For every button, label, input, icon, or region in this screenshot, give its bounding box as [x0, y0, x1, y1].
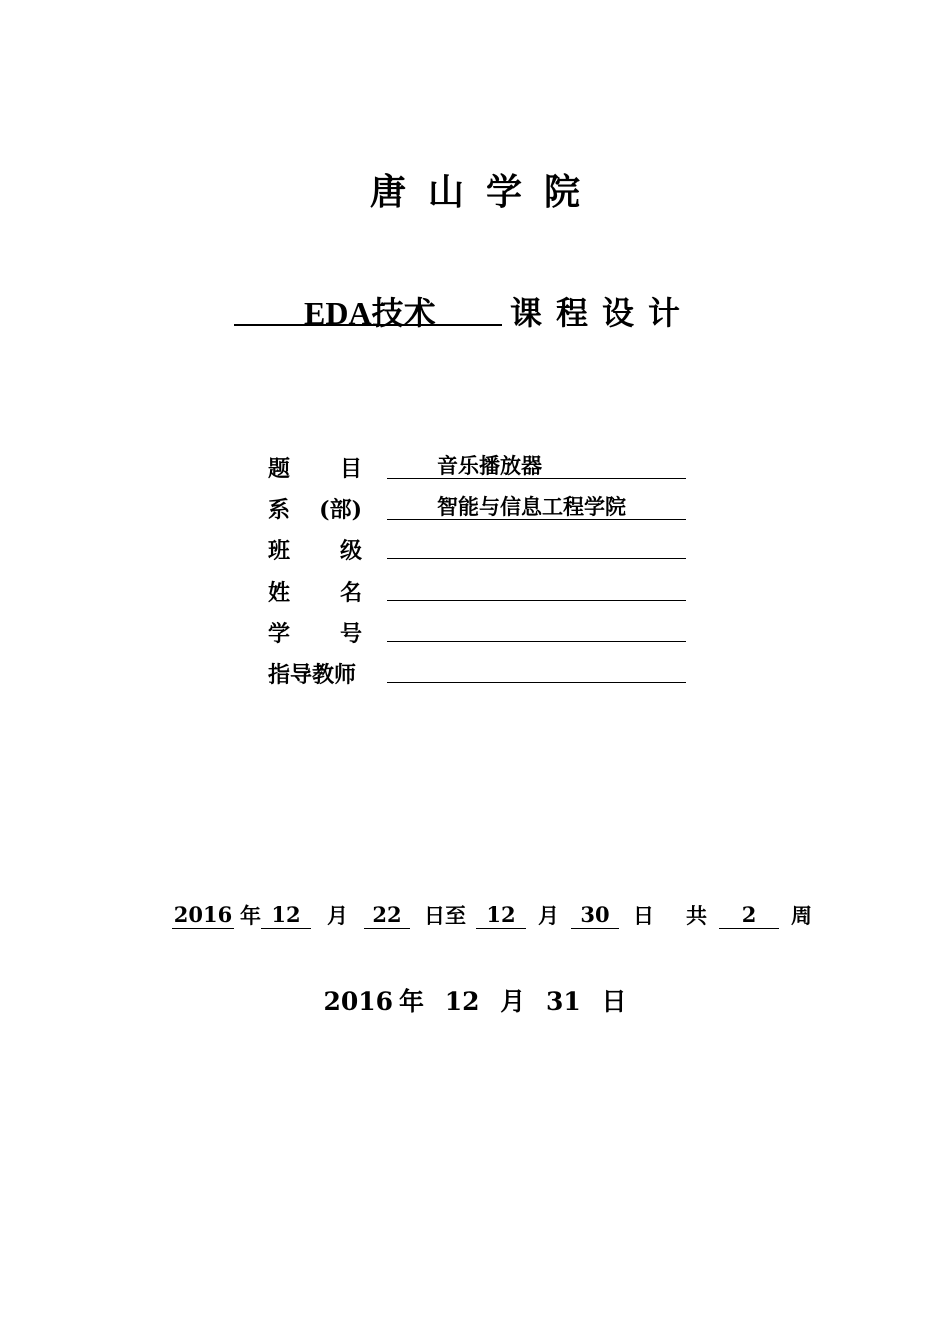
- field-label-class: 班 级: [268, 538, 362, 564]
- end-month: 12: [476, 902, 526, 929]
- school-name: 唐山学院: [369, 171, 602, 213]
- year-char: 年: [240, 903, 261, 928]
- field-label-student-id: 学 号: [268, 621, 362, 647]
- course-name: EDA技术: [304, 295, 436, 331]
- end-day-char: 日: [633, 903, 654, 928]
- end-month-char: 月: [538, 903, 559, 928]
- submit-day: 31: [546, 987, 581, 1016]
- course-design-label: 课程设计: [510, 294, 695, 332]
- field-label-advisor: 指导教师: [268, 662, 357, 688]
- field-label-department: 系 (部): [268, 497, 362, 523]
- field-line-department: [387, 491, 686, 520]
- total-weeks: 2: [719, 902, 779, 929]
- date-range-line: [172, 902, 812, 929]
- submit-year-char: 年: [399, 987, 425, 1016]
- submit-day-char: 日: [601, 987, 627, 1016]
- field-label-name: 姓 名: [268, 580, 362, 606]
- submit-month-char: 月: [500, 987, 526, 1016]
- start-month: 12: [261, 902, 311, 929]
- field-value-department: 智能与信息工程学院: [437, 494, 626, 519]
- field-line-class: [387, 530, 686, 559]
- field-line-name: [387, 572, 686, 601]
- day-to-char: 日至: [424, 903, 466, 928]
- week-char: 周: [791, 903, 812, 928]
- start-year: 2016: [173, 902, 233, 927]
- field-line-topic: [387, 450, 686, 479]
- submit-date: [0, 982, 950, 1018]
- month-char: 月: [327, 903, 348, 928]
- field-line-student-id: [387, 613, 686, 642]
- field-label-topic: 题 目: [268, 456, 362, 482]
- start-day: 22: [364, 902, 410, 929]
- end-day: 30: [571, 902, 619, 929]
- field-value-topic: 音乐播放器: [437, 453, 542, 478]
- field-line-advisor: [387, 654, 686, 683]
- submit-year: 2016: [323, 987, 394, 1016]
- submit-month: 12: [444, 987, 480, 1016]
- total-char: 共: [686, 903, 707, 928]
